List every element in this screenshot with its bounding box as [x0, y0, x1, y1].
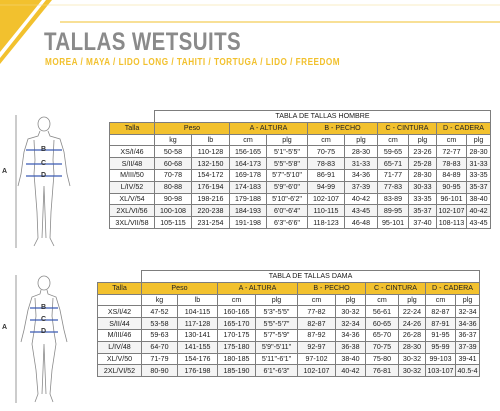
- value-cell: 102-107: [298, 365, 336, 377]
- value-cell: 47-52: [142, 306, 178, 318]
- value-cell: 117-128: [178, 318, 218, 330]
- value-cell: 28-30: [409, 169, 437, 181]
- value-cell: 154-172: [192, 169, 230, 181]
- value-cell: 110-115: [308, 205, 345, 217]
- table-row: [98, 353, 480, 365]
- value-cell: 170-175: [218, 329, 256, 341]
- value-cell: 154-176: [178, 353, 218, 365]
- value-cell: 6'3"-6'6": [267, 217, 308, 229]
- value-cell: 28-30: [399, 341, 426, 353]
- table-row: [98, 318, 480, 330]
- table-row: [110, 158, 491, 170]
- value-cell: 176-198: [178, 365, 218, 377]
- value-cell: 95-101: [378, 217, 409, 229]
- unit-cell: plg: [267, 134, 308, 146]
- value-cell: 77-82: [298, 306, 336, 318]
- value-cell: 95-99: [426, 341, 456, 353]
- col-header-pecho: B - PECHO: [298, 282, 366, 294]
- value-cell: 30-33: [409, 181, 437, 193]
- col-header-peso: Peso: [155, 122, 230, 134]
- value-cell: 6'1"-6'3": [256, 365, 298, 377]
- value-cell: 141-155: [178, 341, 218, 353]
- value-cell: 87-91: [426, 318, 456, 330]
- unit-cell: plg: [456, 294, 480, 306]
- unit-cell: cm: [366, 294, 399, 306]
- value-cell: 35-37: [467, 181, 491, 193]
- unit-cell: plg: [256, 294, 298, 306]
- value-cell: 105-115: [155, 217, 192, 229]
- value-cell: 71-77: [378, 169, 409, 181]
- size-cell: M/III/46: [98, 329, 142, 341]
- value-cell: 76-81: [366, 365, 399, 377]
- page-subtitle: MOREA / MAYA / LIDO LONG / TAHITI / TORTUGA / LIDO / FREEDOM: [45, 57, 341, 68]
- value-cell: 34-36: [456, 318, 480, 330]
- col-header-altura: A - ALTURA: [230, 122, 308, 134]
- value-cell: 91-95: [426, 329, 456, 341]
- value-cell: 184-193: [230, 205, 267, 217]
- value-cell: 77-83: [378, 181, 409, 193]
- value-cell: 37-40: [409, 217, 437, 229]
- unit-cell: cm: [218, 294, 256, 306]
- value-cell: 37-39: [456, 341, 480, 353]
- value-cell: 31-33: [345, 158, 378, 170]
- value-cell: 110-128: [192, 146, 230, 158]
- size-cell: S/II/48: [110, 158, 155, 170]
- male-silhouette-icon: [4, 112, 84, 252]
- value-cell: 78-83: [437, 158, 467, 170]
- value-cell: 164-173: [230, 158, 267, 170]
- value-cell: 25-28: [409, 158, 437, 170]
- table-row: [98, 365, 480, 377]
- value-cell: 40-42: [336, 365, 366, 377]
- table-title: TABLA DE TALLAS DAMA: [142, 271, 480, 283]
- value-cell: 5'3"-5'5": [256, 306, 298, 318]
- value-cell: 59-63: [142, 329, 178, 341]
- value-cell: 39-41: [456, 353, 480, 365]
- value-cell: 43-45: [467, 217, 491, 229]
- figure-label-a: A: [2, 168, 8, 175]
- figure-label-c: C: [41, 160, 47, 167]
- value-cell: 104-115: [178, 306, 218, 318]
- table-row: [110, 146, 491, 158]
- value-cell: 5'11"-6'1": [256, 353, 298, 365]
- value-cell: 198-216: [192, 193, 230, 205]
- value-cell: 23-26: [409, 146, 437, 158]
- value-cell: 46-48: [345, 217, 378, 229]
- value-cell: 220-238: [192, 205, 230, 217]
- col-header-pecho: B - PECHO: [308, 122, 378, 134]
- value-cell: 32-34: [336, 318, 366, 330]
- value-cell: 5'5"-5'7": [256, 318, 298, 330]
- value-cell: 38-40: [336, 353, 366, 365]
- table-row: [98, 341, 480, 353]
- size-cell: 2XL/VI/56: [110, 205, 155, 217]
- value-cell: 28-30: [345, 146, 378, 158]
- value-cell: 78-83: [308, 158, 345, 170]
- unit-cell: cm: [308, 134, 345, 146]
- unit-cell: kg: [142, 294, 178, 306]
- col-header-talla: Talla: [98, 282, 142, 294]
- value-cell: 5'7"-5'9": [256, 329, 298, 341]
- value-cell: 80-90: [142, 365, 178, 377]
- units-row: [98, 294, 480, 306]
- value-cell: 118-123: [308, 217, 345, 229]
- table-title: TABLA DE TALLAS HOMBRE: [155, 111, 491, 123]
- value-cell: 59-65: [378, 146, 409, 158]
- unit-cell: cm: [230, 134, 267, 146]
- value-cell: 5'9"-5'11": [256, 341, 298, 353]
- unit-cell: lb: [178, 294, 218, 306]
- value-cell: 191-198: [230, 217, 267, 229]
- unit-cell: plg: [336, 294, 366, 306]
- unit-cell: kg: [155, 134, 192, 146]
- unit-cell: lb: [192, 134, 230, 146]
- figure-label-a-dama: A: [2, 324, 8, 331]
- value-cell: 50-58: [155, 146, 192, 158]
- value-cell: 40-42: [467, 205, 491, 217]
- value-cell: 102-107: [308, 193, 345, 205]
- value-cell: 92-97: [298, 341, 336, 353]
- table-row: [98, 329, 480, 341]
- value-cell: 156-165: [230, 146, 267, 158]
- value-cell: 5'5"-5'8": [267, 158, 308, 170]
- value-cell: 99-103: [426, 353, 456, 365]
- size-cell: 2XL/VI/52: [98, 365, 142, 377]
- value-cell: 180-185: [218, 353, 256, 365]
- value-cell: 38-40: [467, 193, 491, 205]
- unit-cell: plg: [399, 294, 426, 306]
- value-cell: 30-32: [399, 353, 426, 365]
- value-cell: 60-68: [155, 158, 192, 170]
- value-cell: 96-101: [437, 193, 467, 205]
- value-cell: 5'9"-6'0": [267, 181, 308, 193]
- value-cell: 36-37: [456, 329, 480, 341]
- value-cell: 176-194: [192, 181, 230, 193]
- value-cell: 37-39: [345, 181, 378, 193]
- value-cell: 83-89: [378, 193, 409, 205]
- value-cell: 5'1"-5'5": [267, 146, 308, 158]
- size-cell: S/II/44: [98, 318, 142, 330]
- value-cell: 75-80: [366, 353, 399, 365]
- size-cell: M/III/50: [110, 169, 155, 181]
- value-cell: 132-150: [192, 158, 230, 170]
- value-cell: 40.5-4: [457, 366, 478, 375]
- value-cell: 70-75: [366, 341, 399, 353]
- value-cell: 72-77: [437, 146, 467, 158]
- value-cell: 130-141: [178, 329, 218, 341]
- value-cell: 86-91: [308, 169, 345, 181]
- value-cell: 32-34: [456, 306, 480, 318]
- value-cell: 22-24: [399, 306, 426, 318]
- col-header-peso: Peso: [142, 282, 218, 294]
- value-cell: 6'0"-6'4": [267, 205, 308, 217]
- value-cell: 5'7"-5'10": [267, 169, 308, 181]
- size-table-dama: [97, 270, 480, 377]
- value-cell: 179-188: [230, 193, 267, 205]
- dama-rows: [98, 306, 480, 377]
- value-cell: 43-45: [345, 205, 378, 217]
- hombre-rows: [110, 146, 491, 229]
- value-cell: 56-61: [366, 306, 399, 318]
- unit-cell: cm: [437, 134, 467, 146]
- value-cell: 35-37: [409, 205, 437, 217]
- table-row: [110, 193, 491, 205]
- value-cell: 94-99: [308, 181, 345, 193]
- value-cell: 100-108: [155, 205, 192, 217]
- value-cell: 28-30: [467, 146, 491, 158]
- size-cell: XL/V/54: [110, 193, 155, 205]
- value-cell: 33-35: [467, 169, 491, 181]
- unit-cell: cm: [378, 134, 409, 146]
- value-cell: 30-32: [399, 365, 426, 377]
- value-cell: 165-170: [218, 318, 256, 330]
- value-cell: 90-95: [437, 181, 467, 193]
- value-cell: 102-107: [438, 206, 465, 215]
- value-cell: 103-107: [427, 366, 454, 375]
- value-cell: 33-35: [409, 193, 437, 205]
- col-header-talla: Talla: [110, 122, 155, 134]
- value-cell: 90-98: [155, 193, 192, 205]
- units-row: [110, 134, 491, 146]
- value-cell: 64-70: [142, 341, 178, 353]
- value-cell: 82-87: [298, 318, 336, 330]
- value-cell: 65-70: [366, 329, 399, 341]
- unit-cell: plg: [409, 134, 437, 146]
- figure-label-d: D: [41, 172, 47, 179]
- size-cell: L/IV/52: [110, 181, 155, 193]
- size-table-hombre: [109, 110, 491, 229]
- figure-label-c-dama: C: [41, 316, 47, 323]
- female-body-figure: [4, 272, 84, 406]
- size-cell: XS/I/46: [110, 146, 155, 158]
- figure-label-b: B: [41, 146, 47, 153]
- value-cell: 40-42: [345, 193, 378, 205]
- value-cell: 160-165: [218, 306, 256, 318]
- value-cell: 97-102: [298, 353, 336, 365]
- value-cell: 174-183: [230, 181, 267, 193]
- value-cell: 175-180: [218, 341, 256, 353]
- col-header-altura: A - ALTURA: [218, 282, 298, 294]
- value-cell: 71-79: [142, 353, 178, 365]
- size-cell: XL/V/50: [98, 353, 142, 365]
- col-header-cadera: D - CADERA: [437, 122, 491, 134]
- size-cell: XS/I/42: [98, 306, 142, 318]
- value-cell: 31-33: [467, 158, 491, 170]
- value-cell: 34-36: [345, 169, 378, 181]
- male-body-figure: [4, 112, 84, 252]
- figure-label-b-dama: B: [41, 304, 47, 311]
- value-cell: 26-28: [399, 329, 426, 341]
- table-row: [110, 217, 491, 229]
- value-cell: 34-36: [336, 329, 366, 341]
- table-row: [98, 306, 480, 318]
- female-silhouette-icon: [4, 272, 84, 406]
- unit-cell: cm: [426, 294, 456, 306]
- page-title: TALLAS WETSUITS: [44, 28, 242, 56]
- value-cell: 70-75: [308, 146, 345, 158]
- value-cell: 82-87: [426, 306, 456, 318]
- value-cell: 70-78: [155, 169, 192, 181]
- table-row: [110, 205, 491, 217]
- value-cell: 87-92: [298, 329, 336, 341]
- value-cell: 80-88: [155, 181, 192, 193]
- value-cell: 84-89: [437, 169, 467, 181]
- col-header-cadera: D - CADERA: [426, 282, 480, 294]
- figure-label-d-dama: D: [41, 328, 47, 335]
- value-cell: 108-113: [437, 217, 467, 229]
- unit-cell: plg: [467, 134, 491, 146]
- value-cell: 36-38: [336, 341, 366, 353]
- size-cell: 3XL/VII/58: [110, 217, 155, 229]
- table-row: [110, 169, 491, 181]
- unit-cell: cm: [298, 294, 336, 306]
- value-cell: 30-32: [336, 306, 366, 318]
- size-cell: L/IV/48: [98, 341, 142, 353]
- value-cell: 185-190: [218, 365, 256, 377]
- value-cell: 65-71: [378, 158, 409, 170]
- table-row: [110, 181, 491, 193]
- unit-cell: plg: [345, 134, 378, 146]
- value-cell: 89-95: [378, 205, 409, 217]
- value-cell: 231-254: [192, 217, 230, 229]
- col-header-cintura: C - CINTURA: [378, 122, 437, 134]
- value-cell: 24-26: [399, 318, 426, 330]
- value-cell: 60-65: [366, 318, 399, 330]
- value-cell: 5'10"-6'2": [267, 193, 308, 205]
- col-header-cintura: C - CINTURA: [366, 282, 426, 294]
- value-cell: 53-58: [142, 318, 178, 330]
- value-cell: 169-178: [230, 169, 267, 181]
